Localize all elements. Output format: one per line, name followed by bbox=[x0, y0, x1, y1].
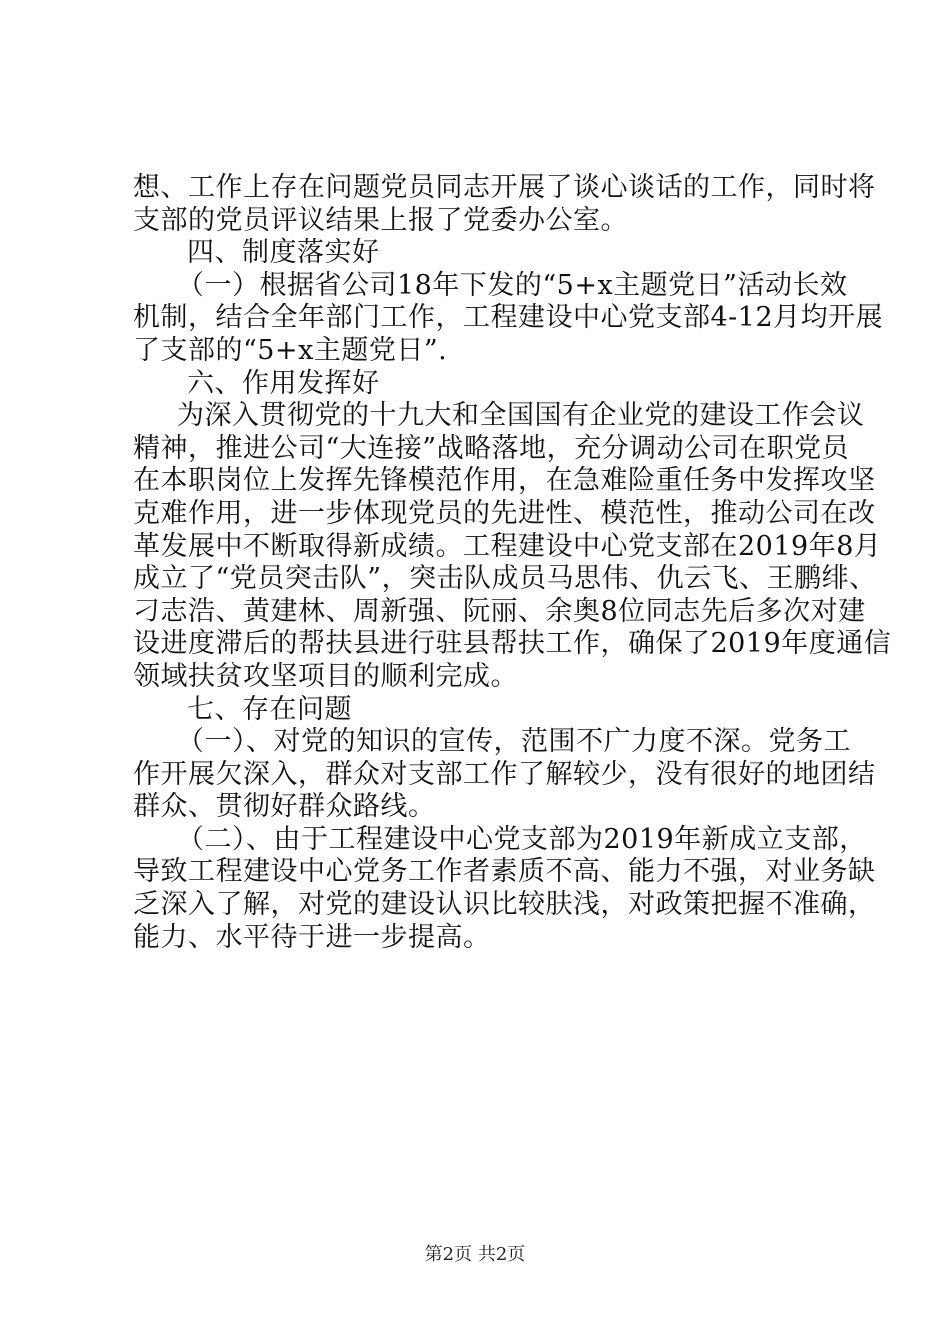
text-line: 领域扶贫攻坚项目的顺利完成。 bbox=[133, 660, 518, 692]
text-line: （一）根据省公司18年下发的“5+x主题党日”活动长效 bbox=[177, 269, 848, 301]
section-heading: 七、存在问题 bbox=[187, 693, 352, 725]
text-line: 成立了“党员突击队”，突击队成员马思伟、仇云飞、王鹏绯、 bbox=[133, 563, 877, 595]
text-line: 为深入贯彻党的十九大和全国国有企业党的建设工作会议 bbox=[177, 400, 865, 432]
text-line: 克难作用，进一步体现党员的先进性、模范性，推动公司在改 bbox=[133, 497, 876, 529]
text-line: （二）、由于工程建设中心党支部为2019年新成立支部， bbox=[177, 823, 867, 855]
text-line: 了支部的“5+x主题党日”. bbox=[133, 334, 448, 366]
text-line: （一）、对党的知识的宣传，范围不广力度不深。党务工 bbox=[177, 726, 851, 758]
text-line: 作开展欠深入，群众对支部工作了解较少，没有很好的地团结 bbox=[133, 758, 876, 790]
text-line: 支部的党员评议结果上报了党委办公室。 bbox=[133, 204, 628, 236]
text-line: 设进度滞后的帮扶县进行驻县帮扶工作，确保了2019年度通信 bbox=[133, 628, 892, 660]
page-footer bbox=[0, 1244, 950, 1266]
page-number-label: 第2页 共2页 bbox=[424, 1244, 526, 1265]
text-line: 在本职岗位上发挥先锋模范作用，在急难险重任务中发挥攻坚 bbox=[133, 465, 876, 497]
text-line: 精神，推进公司“大连接”战略落地，充分调动公司在职党员 bbox=[133, 432, 850, 464]
text-line: 革发展中不断取得新成绩。工程建设中心党支部在2019年8月 bbox=[133, 530, 882, 562]
text-line: 刁志浩、黄建林、周新强、阮丽、余奥8位同志先后多次对建 bbox=[133, 595, 866, 627]
text-line: 导致工程建设中心党务工作者素质不高、能力不强，对业务缺 bbox=[133, 856, 876, 888]
section-heading: 六、作用发挥好 bbox=[187, 367, 380, 399]
text-line: 能力、水平待于进一步提高。 bbox=[133, 921, 491, 953]
text-line: 机制，结合全年部门工作，工程建设中心党支部4-12月均开展 bbox=[133, 302, 884, 334]
text-line: 乏深入了解，对党的建设认识比较肤浅，对政策把握不准确， bbox=[133, 889, 876, 921]
text-line: 群众、贯彻好群众路线。 bbox=[133, 791, 436, 823]
document-body bbox=[133, 172, 892, 954]
text-line: 想、工作上存在问题党员同志开展了谈心谈话的工作，同时将 bbox=[133, 172, 876, 203]
section-heading: 四、制度落实好 bbox=[187, 237, 380, 269]
